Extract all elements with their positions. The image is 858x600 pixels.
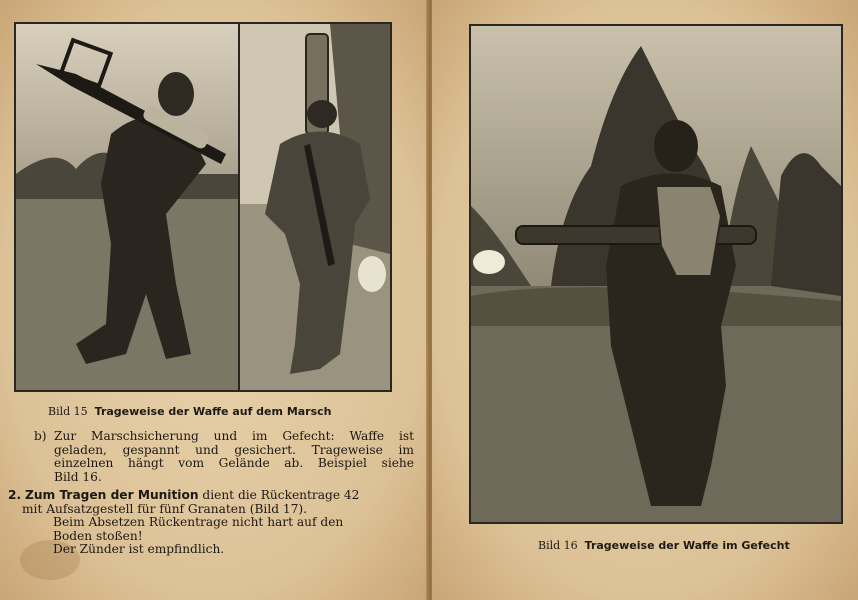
caption-text: Trageweise der Waffe im Gefecht [584, 539, 790, 552]
text-line: Bild 16. [54, 469, 102, 484]
text-line: Beim Absetzen Rückentrage nicht hart auf den [53, 515, 344, 530]
text-line: geladen, gespannt und gesichert. Trageweise im [54, 442, 414, 457]
caption-text: Trageweise der Waffe auf dem Marsch [94, 405, 332, 418]
figure-caption-bild-16 [538, 539, 790, 552]
item-marker: 2. [8, 488, 22, 502]
text-line: einzelnen hängt vom Gelände ab. Beispiel siehe [54, 456, 414, 471]
paragraph-item-2 [8, 489, 414, 557]
figure-caption-bild-15 [48, 405, 332, 418]
photo-bild-16 [469, 24, 843, 524]
caption-label: Bild 16 [538, 539, 578, 552]
caption-label: Bild 15 [48, 405, 88, 418]
paragraph-item-b [34, 430, 414, 484]
text-line: Boden stoßen! [53, 528, 143, 543]
text-line: mit Aufsatzgestell für fünf Granaten (Bild 17). [22, 501, 308, 516]
photo-bild-15-left [14, 22, 240, 392]
photo-bild-15-right [238, 22, 392, 392]
text-line: Der Zünder ist empfindlich. [53, 542, 225, 557]
text-line: dient die Rückentrage 42 [198, 488, 360, 502]
item-marker: b) [34, 429, 47, 443]
section-heading: Zum Tragen der Munition [25, 488, 199, 502]
text-line: Zur Marschsicherung und im Gefecht: Waffe ist [54, 429, 414, 443]
